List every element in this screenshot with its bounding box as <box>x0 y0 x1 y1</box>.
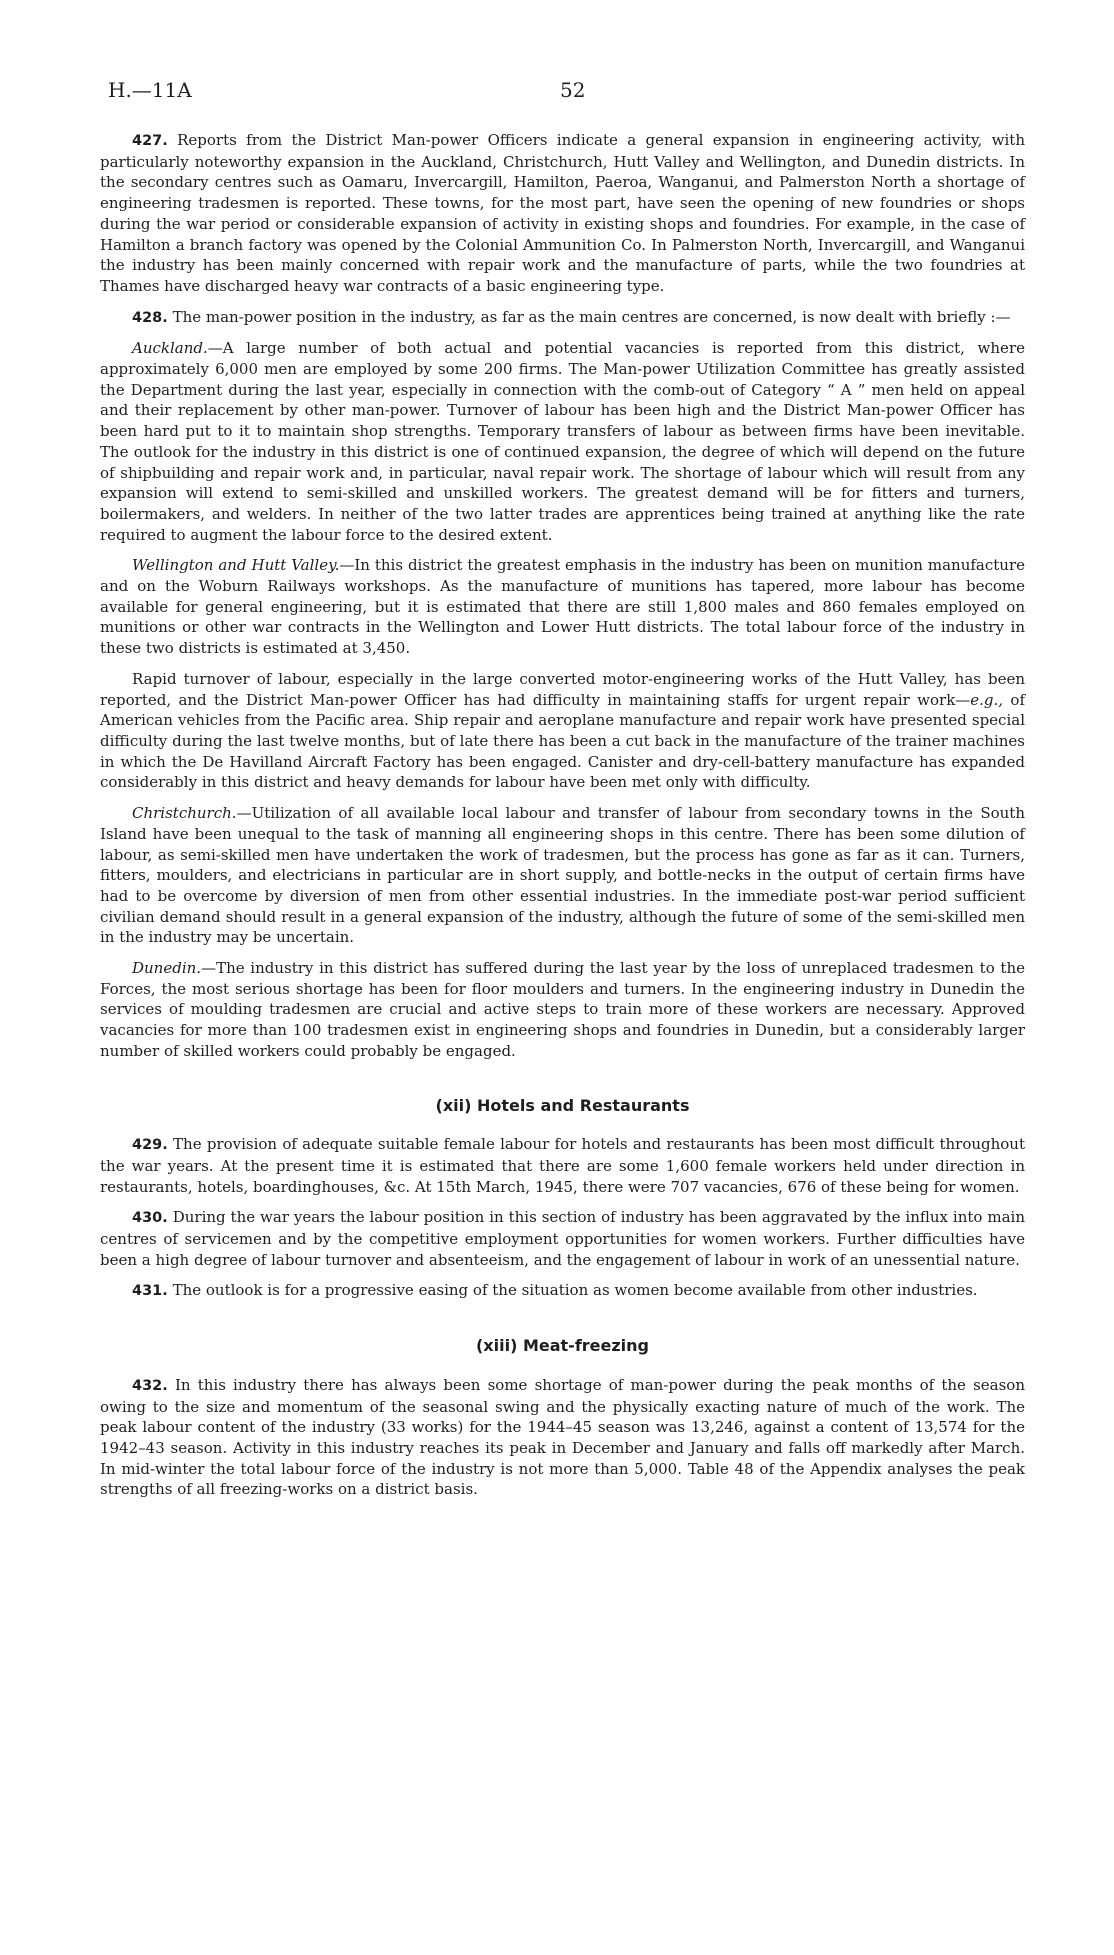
paragraph-number: 431. <box>132 1283 168 1300</box>
paragraph-number: 430. <box>132 1210 168 1227</box>
paragraph-dunedin <box>100 958 1025 1062</box>
paragraph-text: In this industry there has always been some shortage of man-power during the peak months of the season owing to the size and momentum of the seasonal swing and the physically exacting nature of much of the work. The peak labour content of the industry (33 works) for the 1944–45 season was 13,246, against a content of 13,574 for the 1942–43 season. Activity in this industry reaches its peak in December and January and falls off markedly after March. In mid-winter the total labour force of the industry is not more than 5,000. Table 48 of the Appendix analyses the peak strengths of all freezing-works on a district basis. <box>100 1375 1025 1499</box>
paragraph-429 <box>100 1134 1025 1197</box>
abbreviation-eg: e.g., <box>970 690 1004 709</box>
paragraph-text: —The industry in this district has suffered during the last year by the loss of unreplaced tradesmen to the Forces, the most serious shortage has been for floor moulders and turners. In the engineering industry in Dunedin the services of moulding tradesmen are crucial and active steps to train more of these workers are necessary. Approved vacancies for more than 100 tradesmen exist in engineering shops and foundries in Dunedin, but a considerably larger number of skilled workers could probably be engaged. <box>100 959 1025 1060</box>
paragraph-number: 428. <box>132 309 168 326</box>
paragraph-text: The outlook is for a progressive easing of the situation as women become available from other industries. <box>172 1281 978 1300</box>
section-heading-hotels-restaurants: (xii) Hotels and Restaurants <box>435 1095 690 1115</box>
paragraph-auckland <box>100 338 1025 545</box>
paragraph-number: 429. <box>132 1137 168 1154</box>
paragraph-text: —Utilization of all available local labour and transfer of labour from secondary towns in the South Island have been unequal to the task of manning all engineering shops in this centre. There has been some dilution of labour, as semi-skilled men have undertaken the work of tradesmen, but the process has gone as far as it can. Turners, fitters, moulders, and electricians in particular are in short supply, and bottle-necks in the output of certain firms have had to be overcome by diversion of men from other essential industries. In the immediate post-war period sufficient civilian demand should result in a general expansion of the industry, although the future of some of the semi-skilled men in the industry may be uncertain. <box>100 804 1025 947</box>
paragraph-text: During the war years the labour position in this section of industry has been aggravated by the influx into main centres of servicemen and by the competitive employment opportunities for women workers. Further difficulties have been a high degree of labour turnover and absenteeism, and the engagement of labour in work of an unessential nature. <box>100 1208 1025 1269</box>
district-heading-auckland: Auckland. <box>132 339 208 358</box>
paragraph-christchurch <box>100 803 1025 948</box>
paragraph-text: —In this district the greatest emphasis in the industry has been on munition manufacture and on the Woburn Railways workshops. As the manufacture of munitions has tapered, more labour has become available for general engineering, but it is estimated that there are still 1,800 males and 860 females employed on munitions or other war contracts in the Wellington and Lower Hutt districts. The total labour force of the industry in these two districts is estimated at 3,450. <box>100 556 1026 658</box>
district-heading-dunedin: Dunedin. <box>132 959 202 978</box>
paragraph-text: —A large number of both actual and potential vacancies is reported from this district, where approximately 6,000 men are employed by some 200 firms. The Man-power Utilization Committee has greatly assisted the Department during the last year, especially in connection with the comb-out of Category “ A ” men held on appeal and their replacement by other man-power. Turnover of labour has been high and the District Man-power Officer has been hard put to it to maintain shop strengths. Temporary transfers of labour as between firms have been inevitable. The outlook for the industry in this district is one of continued expansion, the degree of which will depend on the future of shipbuilding and repair work and, in particular, naval repair work. The shortage of labour which will result from any expansion will extend to semi-skilled and unskilled workers. The greatest demand will be for fitters and turners, boilermakers, and welders. In neither of the two latter trades are apprentices being trained at anything like the rate required to augment the labour force to the desired extent. <box>100 339 1025 544</box>
paragraph-428 <box>100 307 1025 329</box>
paragraph-text: The provision of adequate suitable female labour for hotels and restaurants has been most difficult throughout the war years. At the present time it is estimated that there are some 1,600 female workers held under direction in restaurants, hotels, boardinghouses, &c. At 15th March, 1945, there were 707 vacancies, 676 of these being for women. <box>100 1135 1025 1196</box>
paragraph-number: 432. <box>132 1377 168 1394</box>
paragraph-text: of American vehicles from the Pacific area. Ship repair and aeroplane manufacture and repair work have presented special difficulty during the last twelve months, but of late there has been a cut back in the manufacture of the trainer machines in which the De Havilland Aircraft Factory has been engaged. Canister and dry-cell-battery manufacture has expanded considerably in this district and heavy demands for labour have been met only with difficulty. <box>100 690 1025 792</box>
document-reference: H.—11A <box>108 78 192 102</box>
paragraph-432 <box>100 1375 1025 1500</box>
page-body <box>100 130 1025 1510</box>
paragraph-text: Rapid turnover of labour, especially in the large converted motor-engineering works of the Hutt Valley, has been reported, and the District Man-power Officer has had difficulty in maintaining staffs for urgent repair work— <box>100 669 1025 709</box>
paragraph-431 <box>100 1280 1025 1302</box>
district-heading-christchurch: Christchurch. <box>132 804 237 823</box>
district-heading-wellington: Wellington and Hutt Valley. <box>132 556 340 575</box>
paragraph-rapid-turnover <box>100 669 1025 793</box>
section-heading-meat-freezing: (xiii) Meat-freezing <box>475 1336 650 1356</box>
paragraph-430 <box>100 1207 1025 1270</box>
paragraph-number: 427. <box>132 133 168 149</box>
paragraph-text: Reports from the District Man-power Officers indicate a general expansion in engineering activity, with particularly noteworthy expansion in the Auckland, Christchurch, Hutt Valley and Wellington, and Dunedin districts. In the secondary centres such as Oamaru, Invercargill, Hamilton, Paeroa, Wanganui, and Palmerston North a shortage of engineering tradesmen is reported. These towns, for the most part, have seen the opening of new foundries or shops during the war period or considerable expansion of activity in existing shops and foundries. For example, in the case of Hamilton a branch factory was opened by the Colonial Ammunition Co. In Palmerston North, Invercargill, and Wanganui the industry has been mainly concerned with repair work and the manufacture of parts, while the two foundries at Thames have discharged heavy war contracts of a basic engineering type. <box>100 131 1025 295</box>
page-number: 52 <box>560 78 586 102</box>
paragraph-wellington <box>100 555 1025 659</box>
page-header <box>108 78 1008 108</box>
paragraph-427 <box>100 130 1025 297</box>
paragraph-text: The man-power position in the industry, as far as the main centres are concerned, is now dealt with briefly :— <box>172 307 1011 326</box>
